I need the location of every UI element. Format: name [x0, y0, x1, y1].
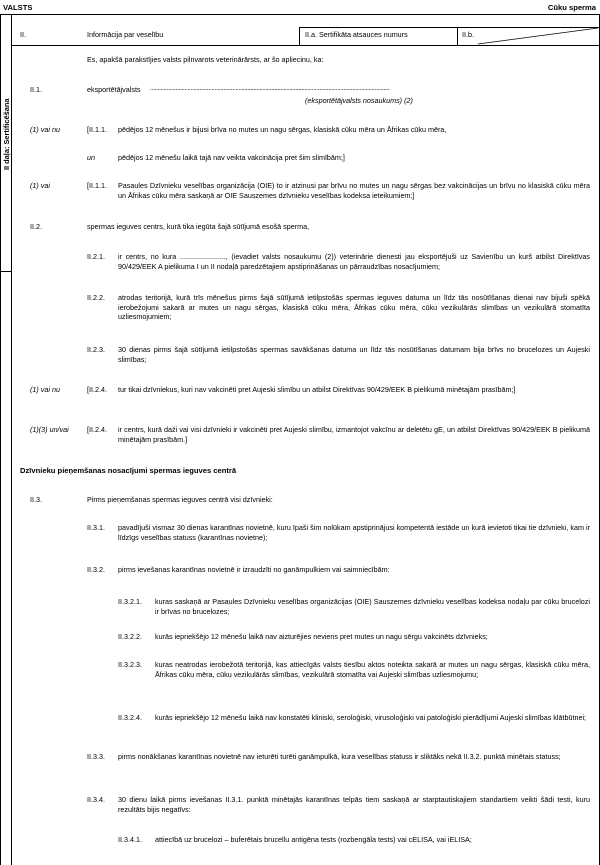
s-ii322-num: II.3.2.2.	[118, 632, 142, 641]
s-ii32-text: pirms ievešanas karantīnas novietnē ir izraudzīti no ganāmpulkiem vai saimniecībām:	[118, 565, 390, 574]
opt4-mark: (1)(3) un/vai	[30, 425, 69, 434]
s-ii3-num: II.3.	[30, 495, 42, 504]
s-ii324-text: kurās iepriekšējo 12 mēnešu laikā nav konstatēti kliniski, seroloģiski, virusoloģiski vai patoloģiski pierādījumi Aujeski slimības klātbūtnei;	[155, 713, 587, 722]
reference-number-label: II.a. Sertifikāta atsauces numurs	[305, 30, 408, 39]
opt1-text2: pēdējos 12 mēnešu laikā tajā nav veikta vakcinācija pret šim slimībām;]	[118, 153, 345, 162]
s-ii31-text: pavadījuši vismaz 30 dienas karantīnas novietnē, kuru īpaši šim nolūkam apstiprinājusi kompetentā iestāde un kurā ievietoti tikai tie dzīvnieki, kam ir līdzīgs veselības statuss (karantīnas novietne);	[118, 523, 590, 542]
opt1-and: un	[87, 153, 95, 162]
s-ii2-text: spermas ieguves centrs, kurā tika iegūta šajā sūtījumā esošā sperma,	[87, 222, 310, 231]
subheading: Dzīvnieku pieņemšanas nosacījumi spermas ieguves centrā	[20, 466, 237, 475]
s-ii33-num: II.3.3.	[87, 752, 105, 761]
opt2-mark: (1) vai	[30, 181, 50, 190]
health-info-title: Informācija par veselību	[87, 30, 164, 39]
s-ii34-num: II.3.4.	[87, 795, 105, 804]
s-ii322-text: kurās iepriekšējo 12 mēnešu laikā nav aizturējies neviens pret mutes un nagu sērgu vakcinēts dzīvnieks;	[155, 632, 488, 641]
header-country: VALSTS	[3, 3, 33, 12]
s-ii341-text: attiecībā uz brucelozi – buferētais brucellu antigēna tests (rozbengāla tests) vai cELISA, vai iELISA;	[155, 835, 472, 844]
opt3-mark: (1) vai nu	[30, 385, 60, 394]
s-ii22-text: atrodas teritorijā, kurā trīs mēnešus pirms šajā sūtījumā ietilpstošās spermas ieguves datuma un līdz tās nosūtīšanas dienai nav bijuši spēkā ierobežojumi sakarā ar mutes un nagu sērgas, klasiskā cūku mēra, Āfrikas cūku mēra, cūku vezikulārās slimības un vezikulārā stomatīta uzliesmojumiem;	[118, 293, 590, 322]
side-column-end	[0, 271, 11, 272]
intro-statement: Es, apakšā parakstījies valsts pilnvarots veterinārārsts, ar šo apliecinu, ka:	[87, 55, 324, 64]
s-ii321-text: kuras saskaņā ar Pasaules Dzīvnieku veselības organizācijas (OIE) Sauszemes dzīvnieku veselības kodeksa nodaļu par cūku brucelozi ir brīvas no brucelozes;	[155, 597, 590, 616]
s-ii23-num: II.2.3.	[87, 345, 105, 354]
field-iib-label: II.b.	[462, 30, 474, 39]
s-ii22-num: II.2.2.	[87, 293, 105, 302]
s-ii1-note: (eksportētājvalsts nosaukums) (2)	[305, 96, 413, 105]
opt2-text: Pasaules Dzīvnieku veselības organizācija (OIE) to ir atzinusi par brīvu no mutes un nagu sērgas bez vakcinācijas un brīvu no klasiskā cūku mēra un Āfrikas cūku mēra saskaņā ar OIE Sauszemes dzīvnieku veselības kodeksa ieteikumiem;]	[118, 181, 590, 200]
opt1-text: pēdējos 12 mēnešus ir bijusi brīva no mutes un nagu sērgas, klasiskā cūku mēra un Āfrikas cūku mēra,	[118, 125, 447, 134]
ref-box-diagonal	[458, 28, 599, 45]
side-label: II daļa: Sertificēšana	[2, 98, 11, 170]
opt4-num: [II.2.4.	[87, 425, 107, 434]
header-rule	[0, 14, 600, 15]
s-ii2-num: II.2.	[30, 222, 42, 231]
s-ii21-num: II.2.1.	[87, 252, 105, 261]
s-ii1-text: eksportētājvalsts	[87, 85, 141, 94]
s-ii34-text: 30 dienu laikā pirms ievešanas II.3.1. punktā minētajās karantīnas telpās tiem saskaņā ar starptautiskajiem standartiem veikti šādi testi, kuru rezultāts bijis negatīvs:	[118, 795, 590, 814]
frame-left	[0, 14, 1, 865]
s-ii3-text: Pirms pieņemšanas spermas ieguves centrā visi dzīvnieki:	[87, 495, 273, 504]
opt3-text: tur tikai dzīvniekus, kuri nav vakcinēti pret Aujeski slimību un atbilst Direktīvas 90/429/EEK B pielikumā minētajām prasībām;]	[118, 385, 516, 394]
opt1-mark: (1) vai nu	[30, 125, 60, 134]
s-ii23-text: 30 dienas pirms šajā sūtījumā ietilpstošās spermas savākšanas datuma un līdz tās nosūtīšanas datumam bija brīvs no brucelozes un Aujeski slimības;	[118, 345, 590, 364]
opt3-num: [II.2.4.	[87, 385, 107, 394]
top-row-bottom	[11, 45, 599, 46]
s-ii321-num: II.3.2.1.	[118, 597, 142, 606]
s-ii31-num: II.3.1.	[87, 523, 105, 532]
s-ii1-num: II.1.	[30, 85, 42, 94]
s-ii324-num: II.3.2.4.	[118, 713, 142, 722]
s-ii1-dots: ................................................................................................................................................................	[150, 83, 390, 92]
s-ii32-num: II.3.2.	[87, 565, 105, 574]
s-ii33-text: pirms nonākšanas karantīnas novietnē nav ieturēti turēti ganāmpulkā, kura veselības statuss ir sliktāks nekā II.3.2. punktā minētais statuss;	[118, 752, 561, 761]
header-commodity: Cūku sperma	[547, 3, 596, 12]
s-ii341-num: II.3.4.1.	[118, 835, 142, 844]
ref-box-left	[299, 27, 300, 45]
opt2-num: [II.1.1.	[87, 181, 107, 190]
opt4-text: ir centrs, kurā daži vai visi dzīvnieki ir vakcinēti pret Aujeski slimību, izmantojot vakcīnu ar deletētu gE, un atbilst Direktīvas 90/429/EEK B pielikumā minētajām prasībām.]	[118, 425, 590, 444]
section-number: II.	[20, 30, 26, 39]
opt1-num: [II.1.1.	[87, 125, 107, 134]
s-ii323-num: II.3.2.3.	[118, 660, 142, 669]
s-ii21-text: ir centrs, no kura ......................., (ievadiet valsts nosaukumu (2)) veterinārie dienesti jau eksportējuši uz Savienību un kurš atbilst Direktīvas 90/429/EEK A pielikuma I un II nodaļā paredzētajiem apstiprināšanas un pārraudzības nosacījumiem;	[118, 252, 590, 271]
s-ii323-text: kuras neatrodas ierobežotā teritorijā, kas attiecīgās valsts tiesību aktos noteikta sakarā ar mutes un nagu sērgas, klasiskā cūku mēra, Āfrikas cūku mēra, cūku vezikulārās slimības, vezikulārā stomatīta vai Aujeski slimības uzliesmojumu;	[155, 660, 590, 679]
